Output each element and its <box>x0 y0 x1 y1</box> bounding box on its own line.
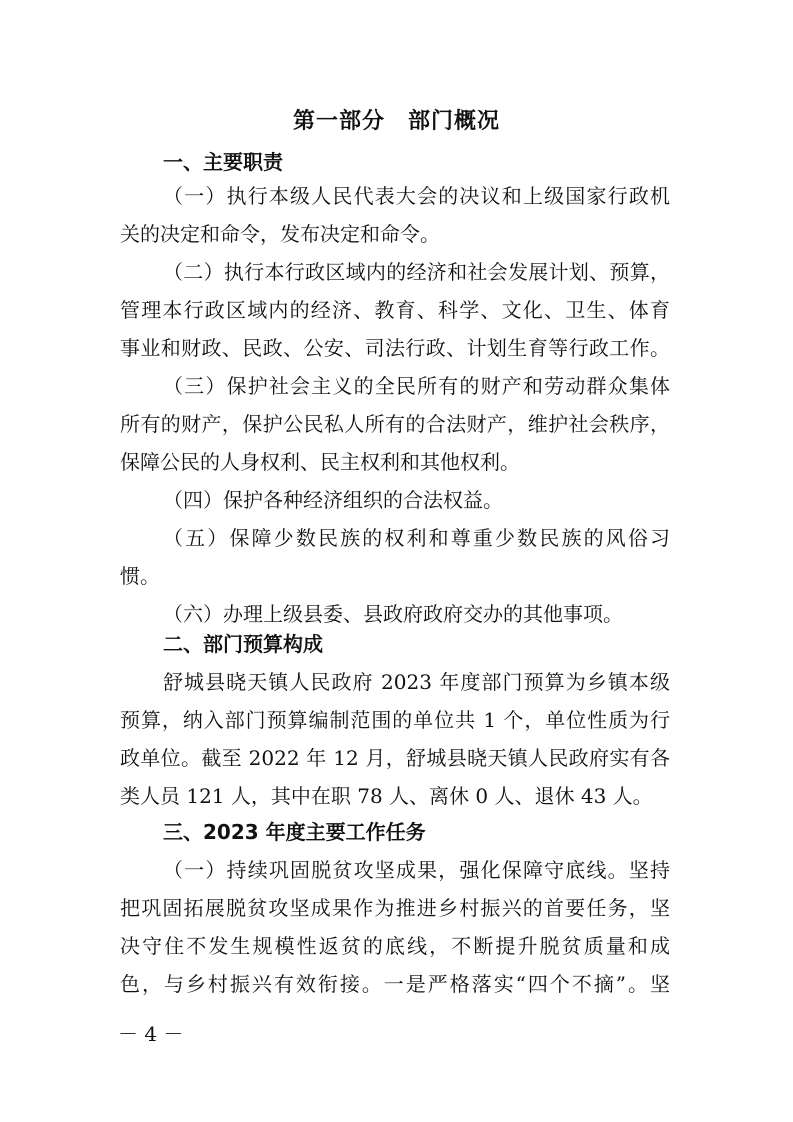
paragraph-line: （三）保护社会主义的全民所有的财产和劳动群众集体 <box>163 374 670 398</box>
paragraph-line: 管理本行政区域内的经济、教育、科学、文化、卫生、体育 <box>120 298 670 322</box>
paragraph-line: （一）执行本级人民代表大会的决议和上级国家行政机 <box>163 184 670 208</box>
paragraph-line: 舒城县晓天镇人民政府 2023 年度部门预算为乡镇本级 <box>163 670 670 694</box>
paragraph-line: 决守住不发生规模性返贫的底线，不断提升脱贫质量和成 <box>120 934 670 958</box>
paragraph-line: 政单位。截至 2022 年 12 月，舒城县晓天镇人民政府实有各 <box>120 746 670 770</box>
paragraph-line: （四）保护各种经济组织的合法权益。 <box>163 488 503 512</box>
paragraph-line: 所有的财产，保护公民私人所有的合法财产，维护社会秩序， <box>120 412 670 436</box>
paragraph-line: 类人员 121 人，其中在职 78 人、离休 0 人、退休 43 人。 <box>120 784 653 808</box>
paragraph-line: 把巩固拓展脱贫攻坚成果作为推进乡村振兴的首要任务，坚 <box>120 896 670 920</box>
paragraph-line: 预算，纳入部门预算编制范围的单位共 1 个，单位性质为行 <box>120 708 670 732</box>
section-heading-budget-structure: 二、部门预算构成 <box>163 632 323 656</box>
paragraph-line: （六）办理上级县委、县政府政府交办的其他事项。 <box>163 602 623 626</box>
page-title: 第一部分 部门概况 <box>292 109 500 134</box>
paragraph-line: 保障公民的人身权利、民主权利和其他权利。 <box>120 450 520 474</box>
section-heading-duties: 一、主要职责 <box>163 150 283 174</box>
paragraph-line: （五）保障少数民族的权利和尊重少数民族的风俗习 <box>163 526 670 550</box>
page-number: － 4 － <box>118 1022 184 1046</box>
paragraph-line: （二）执行本行政区域内的经济和社会发展计划、预算， <box>163 260 670 284</box>
paragraph-line: 惯。 <box>120 564 160 588</box>
paragraph-line: 关的决定和命令，发布决定和命令。 <box>120 222 440 246</box>
paragraph-line: 色，与乡村振兴有效衔接。一是严格落实“四个不摘”。坚 <box>120 972 670 996</box>
paragraph-line: （一）持续巩固脱贫攻坚成果，强化保障守底线。坚持 <box>163 858 670 882</box>
section-heading-main-tasks: 三、2023 年度主要工作任务 <box>163 820 426 844</box>
paragraph-line: 事业和财政、民政、公安、司法行政、计划生育等行政工作。 <box>120 336 670 360</box>
